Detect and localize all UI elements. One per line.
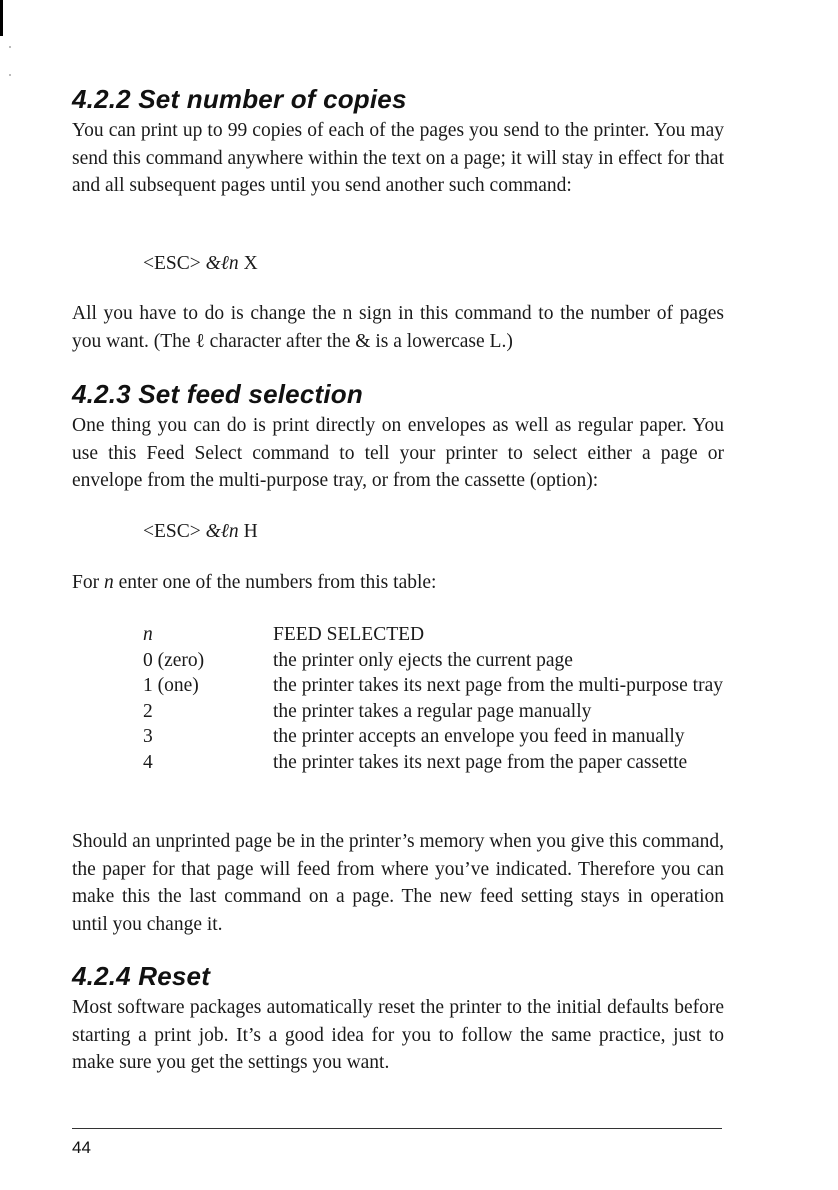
- table-intro-post: enter one of the numbers from this table:: [118, 572, 437, 593]
- table-cell-desc: the printer takes its next page from the multi-purpose tray: [273, 675, 723, 696]
- table-cell-n: 1 (one): [143, 675, 199, 696]
- table-cell-desc: the printer accepts an envelope you feed in manually: [273, 726, 685, 747]
- table-intro: [72, 569, 724, 597]
- command-param: &ℓn: [205, 253, 239, 274]
- command-param: &ℓn: [205, 521, 239, 542]
- command-suffix: X: [243, 253, 258, 274]
- section-heading-copies: 4.2.2 Set number of copies: [72, 84, 407, 114]
- scan-speck: [9, 74, 11, 76]
- table-row: [143, 648, 725, 674]
- reset-paragraph: Most software packages automatically reset the printer to the initial defaults before starting a print job. It’s a good idea for you to follow the same practice, just to make sure you get the settings you want.: [72, 997, 724, 1073]
- command-prefix: <ESC>: [143, 253, 201, 274]
- table-cell-n: 0 (zero): [143, 649, 205, 671]
- table-cell-n: 2: [143, 700, 153, 722]
- table-header-row: [143, 622, 725, 648]
- copies-note-paragraph: All you have to do is change the n sign in this command to the number of pages you want. (The ℓ character after the & is a lowercase L.): [72, 303, 724, 352]
- section-heading-reset: 4.2.4 Reset: [72, 961, 211, 991]
- table-cell-desc: the printer takes its next page from the paper cassette: [273, 751, 688, 773]
- table-row: [143, 750, 725, 776]
- table-header-n: n: [143, 624, 153, 645]
- table-cell-n: 4: [143, 751, 153, 773]
- table-row: [143, 673, 725, 699]
- page-number: 44: [72, 1138, 91, 1157]
- scan-edge-mark: [0, 0, 3, 36]
- footer-rule: [72, 1128, 722, 1129]
- feed-selection-table: [143, 622, 725, 775]
- feed-intro-paragraph: One thing you can do is print directly on envelopes as well as regular paper. You use this Feed Select command to tell your printer to select either a page or envelope from the multi-purpose tray, or from the cassette (option):: [72, 415, 724, 491]
- section-heading-feed: 4.2.3 Set feed selection: [72, 379, 363, 409]
- table-row: [143, 724, 725, 750]
- command-prefix: <ESC>: [143, 521, 201, 542]
- table-intro-var: n: [103, 572, 114, 593]
- copies-command: [143, 250, 258, 277]
- table-cell-desc: the printer takes a regular page manually: [273, 700, 592, 722]
- table-row: [143, 699, 725, 725]
- table-cell-n: 3: [143, 726, 153, 747]
- command-suffix: H: [243, 521, 258, 542]
- table-intro-pre: For: [72, 572, 100, 593]
- feed-closing-paragraph: Should an unprinted page be in the printer’s memory when you give this command, the paper for that page will feed from where you’ve indicated. Therefore you can make this the last command on a page. The new feed setting stays in operation until you change it.: [72, 831, 724, 935]
- table-cell-desc: the printer only ejects the current page: [273, 649, 573, 671]
- table-header-desc: FEED SELECTED: [273, 624, 425, 645]
- feed-command: [143, 518, 258, 545]
- scan-speck: [9, 46, 11, 48]
- copies-intro-paragraph: You can print up to 99 copies of each of the pages you send to the printer. You may send this command anywhere within the text on a page; it will stay in effect for that and all subsequent pages until you send another such command:: [72, 120, 724, 196]
